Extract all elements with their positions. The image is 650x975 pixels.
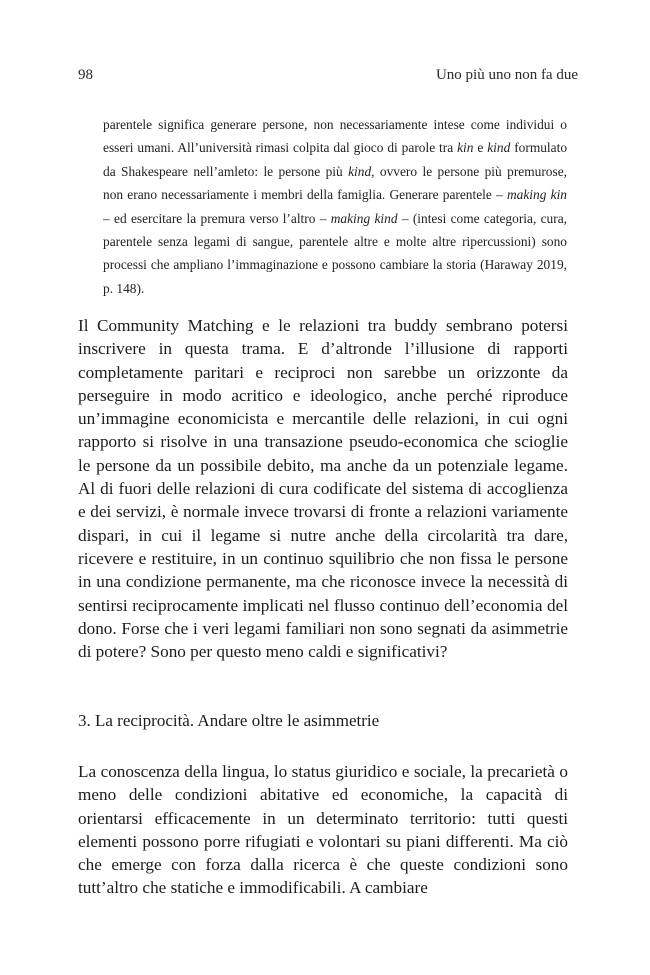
quote-text: formulato da Shakespeare nell’amleto: le persone più: [103, 140, 568, 179]
quote-text: e: [473, 140, 488, 156]
block-quote: [103, 113, 567, 300]
body-paragraph: Il Community Matching e le relazioni tra buddy sembrano potersi inscrivere in questa trama. E d’altronde l’illusione di rapporti completamente paritari e reciproci non sarebbe un orizzonte da perseguire in modo acritico e ideologico, anche perché riproduce un’immagine economicista e mercantile delle relazioni, in cui ogni rapporto si risolve in una transazione pseudo-economica che scioglie le persone da un possibile debito, ma anche da un potenziale legame. Al di fuori delle relazioni di cura codificate del sistema di accoglienza e dei servizi, è normale invece trovarsi di fronte a relazioni variamente dispari, in cui il legame si nutre anche della circolarità tra dare, ricevere e restituire, in un continuo squilibrio che non fissa le persone in una condizione permanente, ma che riconosce invece la necessità di sentirsi reciprocamente implicati nel flusso continuo dell’economia del dono. Forse che i veri legami familiari non sono segnati da asimmetrie di potere? Sono per questo meno caldi e significativi?: [78, 316, 568, 662]
section-heading: 3. La reciprocità. Andare oltre le asimmetrie: [78, 711, 380, 730]
quote-text: – ed esercitare la premura verso l’altro –: [103, 210, 331, 226]
quote-text: – (intesi come categoria, cura, parentele senza legami di sangue, parentele altre e molte altre ripercussioni) sono processi che ampliano l’immaginazione e possono cambiare la storia (Haraway 2019, p. 148).: [103, 210, 567, 296]
page-number: 98: [78, 67, 93, 83]
quote-emphasis-making-kind: making kind: [330, 210, 398, 226]
body-paragraph: La conoscenza della lingua, lo status giuridico e sociale, la precarietà o meno delle condizioni abitative ed economiche, la capacità di orientarsi efficacemente in un determinato territorio: tutti questi elementi possono porre rifugiati e volontari su piani differenti. Ma ciò che emerge con forza dalla ricerca è che queste condizioni sono tutt’altro che statiche e immodificabili. A cambiare: [78, 762, 568, 898]
quote-emphasis-kin: kin: [457, 140, 474, 156]
quote-text: parentele significa generare persone, non necessariamente intese come individui o esseri umani. All’università rimasi colpita dal gioco di parole tra: [103, 117, 567, 156]
quote-text: , ovvero le persone più premurose, non erano necessariamente i membri della famiglia. Generare parentele –: [103, 163, 567, 203]
quote-emphasis-kind: kind: [487, 140, 511, 156]
running-title: Uno più uno non fa due: [435, 67, 578, 83]
quote-emphasis-making-kin: making kin: [506, 187, 567, 203]
quote-emphasis-kind: kind: [348, 163, 372, 179]
